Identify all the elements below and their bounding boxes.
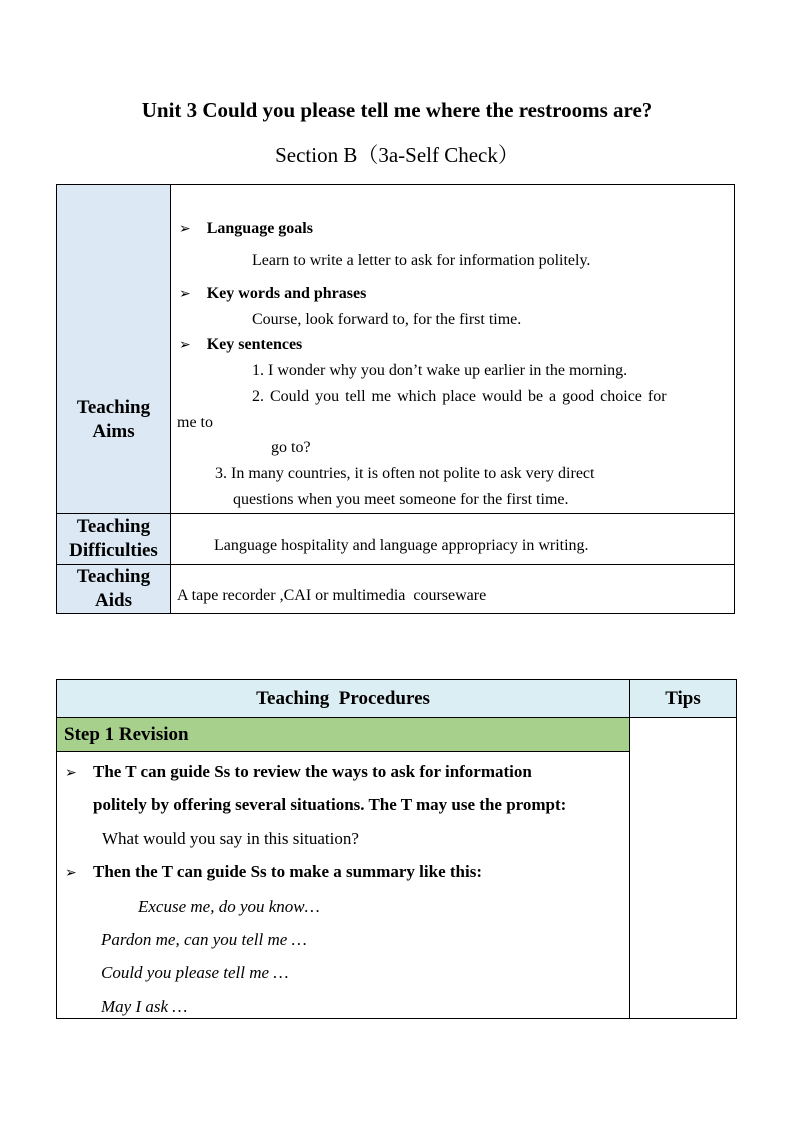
procedures-header-row [57,680,737,718]
key-words-text: Course, look forward to, for the first time. [252,311,522,328]
aims-row [57,185,735,514]
teaching-aims-table [56,184,735,614]
section-subtitle: Section B（3a-Self Check） [275,143,519,167]
key-sentence-3-line2: questions when you meet someone for the first time. [233,491,569,508]
step1-row [57,718,737,752]
key-sentence-2-line1: 2. Could you tell me which place would be a good choice for [252,388,667,405]
bullet-arrow-icon: ➢ [179,286,191,302]
bullet-arrow-icon: ➢ [65,765,77,781]
aids-label-line2: Aids [95,590,132,611]
difficulties-label-line2: Difficulties [69,540,158,561]
difficulties-content-cell [171,514,735,565]
bullet-arrow-icon: ➢ [179,337,191,353]
difficulties-label-cell [57,514,171,565]
aids-row [57,565,735,614]
step1-title: Step 1 Revision [57,718,630,752]
key-sentence-2-line2: me to [177,414,213,431]
example-phrase-2: Pardon me, can you tell me … [101,930,307,949]
key-sentence-3-line1: 3. In many countries, it is often not polite to ask very direct [215,465,595,482]
procedures-header [57,680,630,718]
bullet-arrow-icon: ➢ [65,865,77,881]
procedures-header-text: Teaching Procedures [256,687,430,709]
aims-label-line2: Aims [92,420,135,442]
tips-cell [630,718,737,1019]
example-phrase-3: Could you please tell me … [101,963,289,982]
aids-content-cell [171,565,735,614]
bullet-arrow-icon: ➢ [179,221,191,237]
aims-content-cell [171,185,735,514]
difficulties-row [57,514,735,565]
step1-content-cell [57,752,630,1019]
bullet-1-line1: The T can guide Ss to review the ways to ask for information [92,762,532,781]
key-sentence-1: 1. I wonder why you don’t wake up earlier in the morning. [252,362,628,379]
aims-label-line1: Teaching [76,396,151,418]
language-goals-heading: Language goals [206,220,313,237]
teaching-procedures-table [56,679,737,1019]
prompt-text: What would you say in this situation? [102,829,359,848]
tips-header: Tips [630,680,737,718]
example-phrase-1: Excuse me, do you know… [138,897,320,916]
difficulties-text: Language hospitality and language appropriacy in writing. [214,537,589,554]
bullet-1-line2: politely by offering several situations. The T may use the prompt: [93,795,567,814]
aims-label-cell [57,185,171,514]
language-goals-text: Learn to write a letter to ask for information politely. [252,252,591,269]
aids-label-cell [57,565,171,614]
document-title: Unit 3 Could you please tell me where the restrooms are? [141,98,653,122]
bullet-2: Then the T can guide Ss to make a summary like this: [92,862,482,881]
aids-label-line1: Teaching [76,566,151,587]
key-sentences-heading: Key sentences [206,336,303,353]
aids-text: A tape recorder ,CAI or multimedia courseware [177,587,487,604]
key-words-heading: Key words and phrases [206,285,367,302]
example-phrase-4: May I ask … [101,997,188,1016]
key-sentence-2-line3: go to? [271,439,311,456]
difficulties-label-line1: Teaching [76,516,151,537]
